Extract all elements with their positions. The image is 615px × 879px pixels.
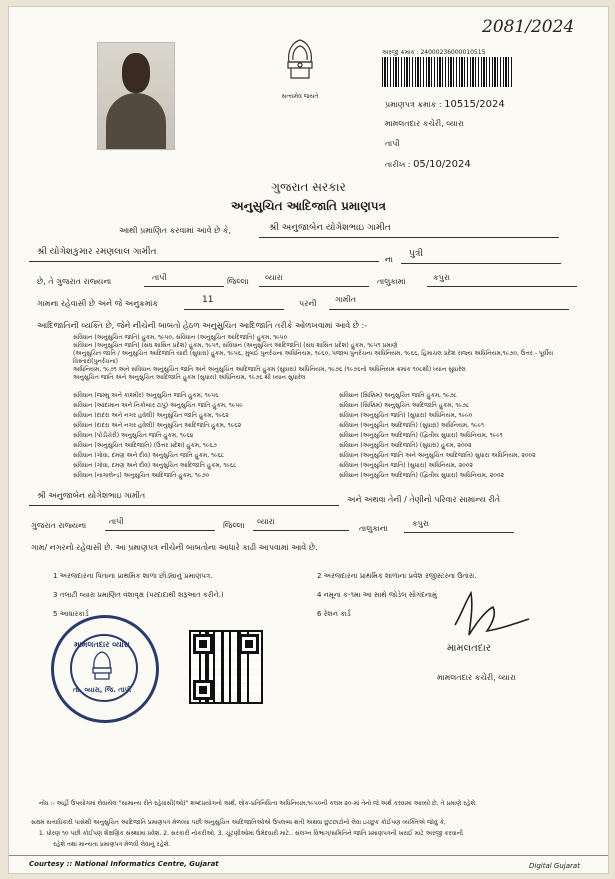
state2-prefix: ગુજરાત રાજ્યના	[31, 521, 87, 530]
state-emblem-icon	[279, 32, 321, 88]
signatory-title: મામલતદાર	[447, 643, 491, 654]
district-label-2: જિલ્લા	[223, 521, 245, 530]
order-item: સંવિધાન (દાદરા અને નગર હવેલી) અનુસુચિત આદિજાતિ હુકમ, ૧૯૬૨	[73, 422, 242, 429]
order-item: સંવિધાન (પોંડીચેરી) અનુસુચિત જાતિ હુકમ, ૧૯૬૪	[73, 432, 194, 439]
issue-date: તારીખ : 05/10/2024	[385, 159, 471, 170]
certificate-title: અનુસુચિત આદિજાતિ પ્રમાણપત્ર	[231, 199, 386, 213]
order-item: અધિનિયમ, ૧૯૭૧ અને સંવિધાન અનુસુચિત જાતિ અને અનુસુચિત આદિજાતિ હુકમ (સુધારા) અધિનિયમ, ૧૯૭૬ (૧૯૭૬નો અધિનિયમ ક્રમાંક ૧૦૮થી) ધ્યાન સુધારેલ	[73, 366, 466, 373]
order-item: સંવિધાન (નાગાલેન્ડ) અનુસુચિત આદિજાતિ હુકમ, ૧૯૭૦	[73, 472, 210, 479]
family-suffix: અને અથવા તેની / તેણીનો પરિવાર સામાન્ય રીતે	[347, 495, 501, 504]
parent-name: શ્રી યોગેશકુમાર રમણલાલ ગામીત	[29, 247, 379, 262]
certify-prefix: આથી પ્રમાણિત કરવામાં આવે છે કે,	[119, 226, 232, 235]
order-item: સંવિધાન (અનુસુચિત જાતિ) હુકમ, ૧૯૫૦, સંવિધાન (અનુસુચિત આદિજાતિ) હુકમ, ૧૯૫૦	[73, 334, 288, 341]
footer-courtesy: Courtesy :: National Informatics Centre, Gujarat	[29, 860, 219, 868]
order-item: સંવિધાન (અનુસુચિત જાતિ) (સુધારા) અધિનિયમ, ૧૯૯૦	[339, 412, 473, 419]
application-number: અરજી ક્રમાંક : 24000236000010515	[382, 49, 486, 56]
serial-number: 11	[184, 295, 284, 310]
barcode	[382, 57, 512, 87]
note-1: નોંધ :- અહીં ઉપયોગમાં લેવાયેલ "સામાન્ય રીતે રહેવાસી(ઓ)" શબ્દપ્રયોગનો અર્થ, લોક-પ્રતિનિધિત્વ અધિનિયમ,૧૯૫૦ની કલમ ૨૦-માં તેનો જે અર્થ કરવામાં આવ્યો છે, તે પ્રમાણે રહેશે.	[39, 800, 477, 807]
government-title: ગુજરાત સરકાર	[271, 180, 346, 194]
documents-left	[53, 567, 303, 624]
seal-top-text: મામલતદાર વ્યારા	[74, 640, 130, 649]
qr-code	[189, 630, 263, 704]
order-item: સંવિધાન (અનુસુચિત આદિજાતિ) (ઉત્તર પ્રદેશ) હુકમ, ૧૯૬૭	[73, 442, 217, 449]
note-2: સક્ષમ સત્તાધિકારી પાસેથી અનુસુચિત આદિજાતિ પ્રમાણપત્ર મેળવ્યા પછી અનુસુચિત આદિજાતિઓએ ઉપલબ્ધ થતી અથવા છુટછાટોનો લેવા ઇચ્છુક કોઈપણ વ્યક્તિએ જોવું કે,	[31, 819, 446, 826]
order-item: સંવિધાન (અનુસુચિત આદિજાતિ) (સુધારા) હુકમ, ૨૦૦૨	[339, 442, 472, 449]
applicant-name-repeat: શ્રી અનુજાબેન યોગેશભાઇ ગામીત	[29, 491, 339, 506]
document-item: 3 તલાટી વ્યારા પ્રમાણિત વંશાવૃક્ષ (પરદાદાથી શરૂઆત કરીને.)	[53, 591, 224, 599]
orders-top-list	[73, 334, 593, 382]
orders-left-list	[73, 391, 333, 481]
order-item: સંવિધાન (સિક્કિમ) અનુસુચિત આદિજાતિ હુકમ, ૧૯૭૮	[339, 402, 470, 409]
order-item: સંવિધાન (ગોવા, દમણ અને દીવ) અનુસુચિત આદિજાતિ હુકમ, ૧૯૬૮	[73, 462, 237, 469]
footer-divider	[9, 855, 608, 856]
emblem-caption: સત્યમેવ જયતે	[281, 93, 319, 100]
order-item: (અનુસુચિત જાતિ / અનુસુચિત આદિજાતિ યાદી (સુધારા) હુકમ, ૧૯૫૬, મુંબઈ પુનર્રચના અધિનિયમ, ૧૯૬૦, પંજાબ પુનર્રચના અધિનિયમ, ૧૯૬૬, હિમાચલ પ્રદેશ રાજ્ય અધિનિયમ,૧૯૭૦, ઉત્તર - પૂર્વીય વિસ્તારો(પુનર્રચના)	[73, 350, 554, 365]
order-item: સંવિધાન (જમ્મુ અને કાશ્મીર) અનુસુચિત જાતિ હુકમ, ૧૯૫૬	[73, 392, 219, 399]
basis-line: ગામ/ નગરનો રહેવાસી છે. આ પ્રમાણપત્ર નીચેની બાબતોના આધારે કાઢી આપવામાં આવે છે.	[31, 543, 318, 552]
applicant-photo	[97, 42, 175, 150]
relation-prefix: ના	[385, 255, 393, 264]
tribe-line: આદિજાતિની વ્યક્તિ છે, જેને નીચેની બાબતો હેઠળ અનુસુચિત આદિજાતિ તરીકે ઓળખવામાં આવે છે :-	[37, 321, 368, 330]
order-item: અનુસુચિત જાતિ અને અનુસુચિત આદિજાતિ હુકમ (સુધારા) અધિનિયમ, ૧૯૭૬ થી ધ્યાન સુધારેલ	[73, 374, 306, 381]
order-item: સંવિધાન (અનુસુચિત જાતિ) (સુધારા) અધિનિયમ, ૨૦૦૨	[339, 462, 473, 469]
order-item: સંવિધાન (દાદરા અને નગર હવેલી) અનુસુચિત જાતિ હુકમ, ૧૯૬૨	[73, 412, 229, 419]
order-item: સંવિધાન (આંદામાન અને નિકોબાર ટાપુ) અનુસુચિત જાતિ હુકમ, ૧૯૫૯	[73, 402, 243, 409]
state-prefix: છે, તે ગુજરાત રાજ્યના	[37, 277, 112, 286]
district-value-2: તાપી	[105, 517, 215, 531]
issuing-district: તાપી	[385, 139, 400, 148]
seal-emblem-icon	[88, 648, 116, 682]
district-name-2: વ્યારા	[253, 517, 349, 531]
certificate-page	[8, 6, 609, 874]
order-item: સંવિધાન (અનુસુચિત જાતિ અને અનુસુચિત આદિજાતિ) સુધારા અધિનિયમ, ૨૦૦૨	[339, 452, 536, 459]
official-seal	[51, 615, 159, 723]
relation: પુત્રી	[401, 249, 561, 264]
footer-brand: Digital Gujarat	[529, 862, 580, 870]
order-item: સંવિધાન (અનુસુચિત જાતિ) (સંઘ શાસિત પ્રદેશ) હુકમ, ૧૯૫૧, સંવિધાન (અનુસુચિત આદિજાતિ) (સંઘ શાસિત પ્રદેશ) હુકમ, ૧૯૫૧ પ્રમાણે	[73, 342, 398, 349]
taluka-label: તાલુકામાં	[377, 277, 406, 286]
district-name: વ્યારા	[259, 273, 369, 287]
orders-right-list	[339, 391, 599, 481]
applicant-name: શ્રી અનુજાબેન યોગેશભાઇ ગામીત	[259, 223, 559, 238]
handwritten-reference: 2081/2024	[482, 17, 575, 37]
certificate-number: પ્રમાણપત્ર ક્રમાંક : 10515/2024	[385, 99, 505, 110]
document-item: 4 નમૂના ક-૧મા આ સાથે જોડેલ સોગંદનામું	[317, 591, 437, 599]
signature	[449, 585, 539, 645]
village-name-2: કપુરા	[404, 519, 514, 533]
document-item: 1 અરજદારના પિતાના પ્રાથમિક શાળા છોડ્યાનું પ્રમાણપત્ર.	[53, 572, 213, 580]
district-label: જિલ્લા	[227, 277, 249, 286]
signatory-office: મામલતદાર કચેરી, વ્યારા	[437, 673, 516, 682]
order-item: સંવિધાન (સિક્કિમ) અનુસુચિત જાતિ હુકમ, ૧૯૭૮	[339, 392, 457, 399]
order-item: સંવિધાન (અનુસુચિત આદિજાતિ) (દ્વિતીય સુધારા) અધિનિયમ, ૧૯૯૧	[339, 432, 503, 439]
resident-prefix: ગામના રહેવાસી છે અને જે અનુક્રમાંક	[37, 299, 159, 308]
document-item: 5 આધારકાર્ડ	[53, 610, 89, 618]
document-item: 6 રેશન કાર્ડ	[317, 610, 351, 618]
village-name: કપુરા	[427, 273, 577, 287]
seal-bottom-text: તા. વ્યારા, જિ. તાપી	[72, 686, 132, 694]
taluka-label-2: તાલુકાના	[359, 524, 388, 533]
order-item: સંવિધાન (અનુસુચિત આદિજાતિ) (સુધારા) અધિનિયમ, ૧૯૯૧	[339, 422, 484, 429]
note-4: રહેશે તથા માન્યતા પ્રમાણપત્ર મેળવી લેવાનું રહેશે.	[53, 841, 171, 848]
district-value: તાપી	[144, 273, 224, 287]
order-item: સંવિધાન (અનુસુચિત આદિજાતિ) (દ્વિતીય સુધારા) અધિનિયમ, ૨૦૦૨	[339, 472, 504, 479]
serial-suffix: પરની	[299, 299, 317, 308]
order-item: સંવિધાન (ગોવા, દમણ અને દીવ) અનુસુચિત જાતિ હુકમ, ૧૯૬૮	[73, 452, 225, 459]
tribe-name: ગામીત	[329, 295, 569, 310]
document-item: 2 અરજદારના પ્રાથમિક શાળાના પ્રવેશ રજીસ્ટરના ઉતારા.	[317, 572, 477, 580]
issuing-office: મામલતદાર કચેરી, વ્યારા	[385, 119, 464, 128]
note-3: 1. ધોરણ ૧૦ પછી કોઈપણ શૈક્ષણિક સંસ્થામાં પ્રવેશ. 2. સરકારી નોકરીઓ. 3. ચૂંટણીઓમાં ઉમેદવારી માટે.. સંલગ્ન વિભાગ/સમિતિને જાતિ પ્રમાણપત્રની ખરાઈ માટે અરજી કરવાની	[39, 830, 463, 837]
